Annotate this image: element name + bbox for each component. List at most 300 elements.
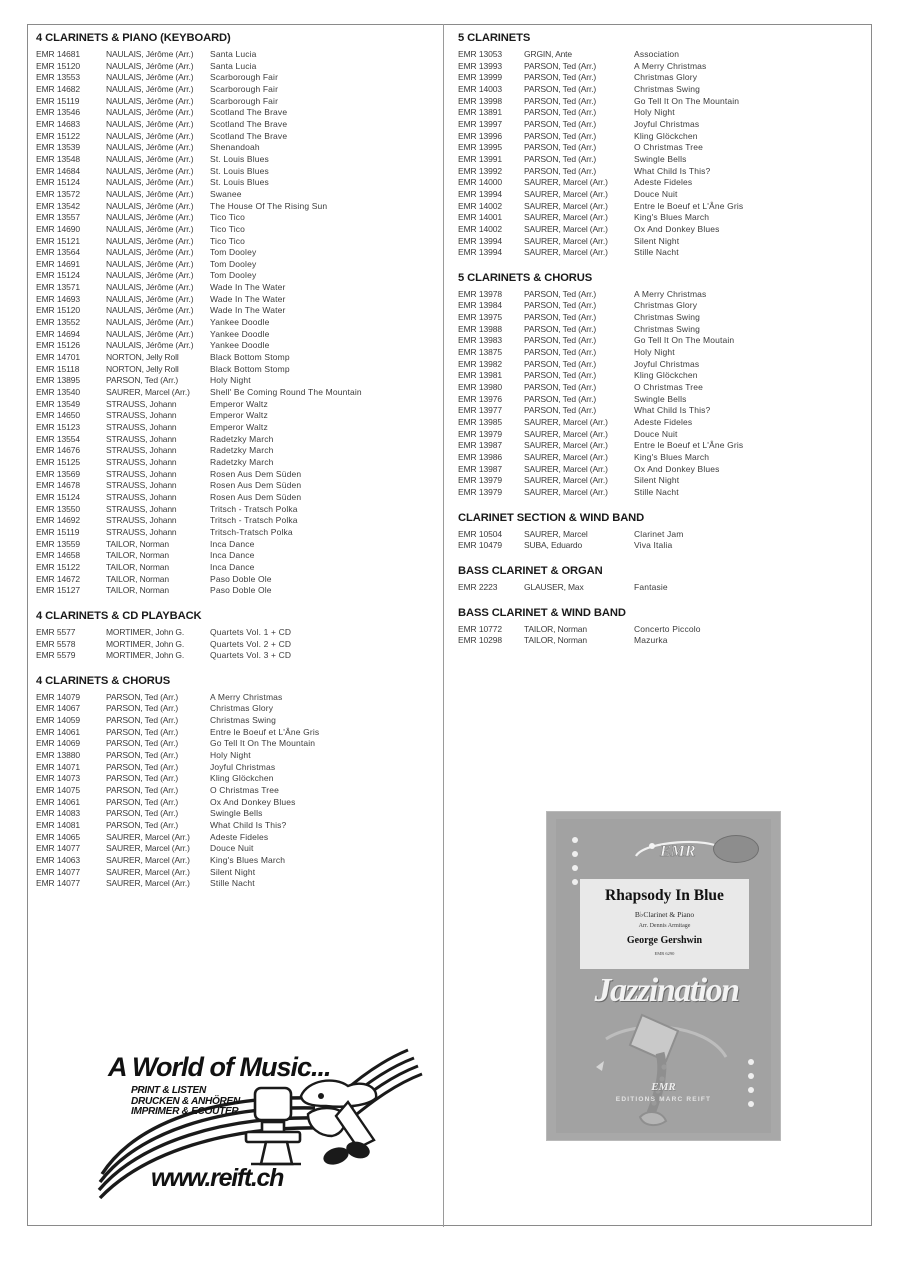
entry-title: Black Bottom Stomp — [210, 363, 290, 374]
catalog-entry-row — [458, 529, 862, 541]
entry-composer: SAURER, Marcel (Arr.) — [524, 235, 608, 246]
entry-reference: EMR 14077 — [36, 843, 80, 854]
entry-composer: SAURER, Marcel (Arr.) — [524, 463, 608, 474]
entry-title: Go Tell It On The Mountain — [634, 95, 740, 106]
catalog-entry-row — [36, 867, 433, 879]
catalog-entry-row — [36, 107, 433, 119]
entry-composer: NAULAIS, Jérôme (Arr.) — [106, 305, 194, 316]
entry-reference: EMR 15126 — [36, 340, 80, 351]
entry-composer: NAULAIS, Jérôme (Arr.) — [106, 165, 194, 176]
entry-title: Mazurka — [634, 635, 668, 646]
entry-reference: EMR 14001 — [458, 212, 502, 223]
catalog-entry-row — [36, 259, 433, 271]
entry-title: King's Blues March — [634, 212, 710, 223]
entry-reference: EMR 15123 — [36, 422, 80, 432]
catalog-entry-row — [458, 440, 862, 452]
entry-reference: EMR 13977 — [458, 405, 502, 416]
logo-headline: A World of Music... — [108, 1052, 331, 1082]
website-url: www.reift.ch — [151, 1164, 284, 1192]
entry-reference: EMR 10479 — [458, 540, 502, 551]
entry-composer: SAURER, Marcel — [524, 528, 588, 539]
entry-title: Fantasie — [634, 581, 668, 592]
catalog-entry-row — [36, 527, 433, 539]
entry-title: Swanee — [210, 188, 242, 199]
catalog-entry-row — [36, 727, 433, 739]
entry-reference: EMR 13988 — [458, 323, 502, 334]
entry-title: Holy Night — [634, 347, 675, 358]
cover-emr-wordmark: EMR — [651, 1081, 676, 1093]
entry-title: Quartets Vol. 3 + CD — [210, 650, 292, 661]
entry-composer: STRAUSS, Johann — [106, 410, 177, 421]
entry-title: Paso Doble Ole — [210, 585, 272, 596]
entry-composer: SAURER, Marcel (Arr.) — [106, 866, 190, 877]
entry-reference: EMR 14694 — [36, 328, 80, 339]
catalog-entry-row — [458, 224, 862, 236]
catalog-entry-row — [458, 300, 862, 312]
catalog-entry-row — [458, 394, 862, 406]
entry-composer: NAULAIS, Jérôme (Arr.) — [106, 340, 194, 351]
svg-text:EMR: EMR — [660, 843, 696, 860]
entry-title: Go Tell It On The Moutain — [634, 335, 735, 346]
catalog-entry-row — [458, 417, 862, 429]
entry-title: Christmas Swing — [634, 312, 701, 323]
entry-composer: PARSON, Ted (Arr.) — [524, 72, 597, 83]
catalog-entry-row — [36, 434, 433, 446]
catalog-entry-row — [36, 375, 433, 387]
entry-title: Joyful Christmas — [634, 118, 700, 129]
entry-reference: EMR 14067 — [36, 703, 80, 714]
catalog-entry-row — [36, 785, 433, 797]
entry-reference: EMR 15124 — [36, 491, 80, 502]
entry-reference: EMR 14002 — [458, 223, 502, 234]
catalog-entry-row — [36, 515, 433, 527]
entry-reference: EMR 13548 — [36, 153, 80, 164]
entry-composer: PARSON, Ted (Arr.) — [524, 95, 597, 106]
entry-composer: PARSON, Ted (Arr.) — [106, 808, 179, 819]
entry-composer: NAULAIS, Jérôme (Arr.) — [106, 282, 194, 293]
catalog-section — [36, 610, 433, 662]
entry-title: Douce Nuit — [634, 188, 678, 199]
entry-reference: EMR 10298 — [458, 635, 502, 646]
catalog-entry-row — [458, 312, 862, 324]
catalog-entry-row — [458, 624, 862, 636]
entry-reference: EMR 13997 — [458, 118, 502, 129]
entry-composer: NAULAIS, Jérôme (Arr.) — [106, 107, 194, 118]
entry-reference: EMR 14690 — [36, 223, 80, 234]
entry-title: Emperor Waltz — [210, 410, 268, 421]
entry-title: St. Louis Blues — [210, 153, 269, 164]
entry-reference: EMR 5578 — [36, 638, 76, 649]
entry-reference: EMR 13550 — [36, 503, 80, 514]
entry-reference: EMR 13540 — [36, 387, 80, 398]
catalog-entry-row — [36, 270, 433, 282]
entry-title: Shenandoah — [210, 142, 260, 153]
cover-publisher-block — [616, 1081, 711, 1103]
entry-composer: NAULAIS, Jérôme (Arr.) — [106, 95, 194, 106]
catalog-entry-row — [36, 878, 433, 890]
entry-reference: EMR 15119 — [36, 95, 80, 106]
entry-composer: PARSON, Ted (Arr.) — [524, 335, 597, 346]
cover-instrumentation: B♭Clarinet & Piano — [634, 910, 695, 919]
entry-reference: EMR 13880 — [36, 750, 80, 761]
entry-composer: PARSON, Ted (Arr.) — [106, 715, 179, 726]
entry-composer: PARSON, Ted (Arr.) — [106, 785, 179, 796]
entry-title: Ox And Donkey Blues — [634, 463, 720, 474]
catalog-entry-row — [36, 177, 433, 189]
entry-composer: MORTIMER, John G. — [106, 650, 185, 661]
entry-title: Wade In The Water — [210, 293, 286, 304]
entry-composer: NAULAIS, Jérôme (Arr.) — [106, 153, 194, 164]
entry-title: Scotland The Brave — [210, 130, 288, 141]
entry-reference: EMR 13976 — [458, 393, 502, 404]
entry-title: Rosen Aus Dem Süden — [210, 491, 302, 502]
entry-composer: PARSON, Ted (Arr.) — [106, 750, 179, 761]
entry-composer: SAURER, Marcel (Arr.) — [524, 223, 608, 234]
entry-reference: EMR 13980 — [458, 382, 502, 393]
entry-title: A Merry Christmas — [634, 60, 707, 71]
section-heading: 5 CLARINETS & CHORUS — [458, 271, 593, 284]
cover-inner-panel — [556, 819, 771, 1133]
entry-title: Emperor Waltz — [210, 422, 268, 432]
entry-title: Emperor Waltz — [210, 398, 268, 409]
entry-title: Scarborough Fair — [210, 95, 279, 106]
entry-title: Holy Night — [210, 375, 251, 386]
entry-reference: EMR 13998 — [458, 95, 502, 106]
entry-composer: PARSON, Ted (Arr.) — [524, 107, 597, 118]
catalog-section — [458, 607, 862, 647]
catalog-entry-row — [458, 49, 862, 61]
entry-title: A Merry Christmas — [210, 691, 283, 702]
entry-composer: TAILOR, Norman — [106, 573, 169, 584]
entry-title: Christmas Glory — [634, 72, 698, 83]
catalog-entry-row — [36, 692, 433, 704]
entry-composer: SAURER, Marcel (Arr.) — [524, 200, 608, 211]
catalog-entry-row — [36, 201, 433, 213]
entry-reference: EMR 14684 — [36, 165, 80, 176]
entry-reference: EMR 13992 — [458, 165, 502, 176]
entry-composer: PARSON, Ted (Arr.) — [524, 358, 597, 369]
entry-composer: SAURER, Marcel (Arr.) — [524, 428, 608, 439]
entry-reference: EMR 14002 — [458, 200, 502, 211]
catalog-entry-row — [36, 639, 433, 651]
entry-title: Clarinet Jam — [634, 528, 684, 539]
entry-composer: PARSON, Ted (Arr.) — [524, 370, 597, 381]
entry-composer: NAULAIS, Jérôme (Arr.) — [106, 72, 194, 83]
entry-title: What Child Is This? — [634, 405, 711, 416]
entry-title: Inca Dance — [210, 550, 255, 561]
section-heading: 5 CLARINETS — [458, 32, 531, 44]
entry-composer: PARSON, Ted (Arr.) — [106, 761, 179, 772]
entry-composer: NAULAIS, Jérôme (Arr.) — [106, 212, 194, 223]
catalog-entry-row — [36, 820, 433, 832]
catalog-entry-row — [36, 224, 433, 236]
entry-title: Wade In The Water — [210, 282, 286, 293]
entry-title: Christmas Swing — [634, 323, 701, 334]
catalog-entry-row — [458, 635, 862, 647]
entry-reference: EMR 13982 — [458, 358, 502, 369]
entry-composer: NAULAIS, Jérôme (Arr.) — [106, 118, 194, 129]
catalog-entry-row — [36, 715, 433, 727]
section-heading: BASS CLARINET & ORGAN — [458, 564, 603, 577]
catalog-entry-row — [36, 650, 433, 662]
catalog-entry-row — [458, 236, 862, 248]
entry-reference: EMR 13985 — [458, 417, 502, 428]
entry-composer: PARSON, Ted (Arr.) — [106, 703, 179, 714]
catalog-entry-row — [36, 773, 433, 785]
catalog-entry-row — [36, 808, 433, 820]
catalog-entry-row — [458, 382, 862, 394]
entry-composer: NAULAIS, Jérôme (Arr.) — [106, 247, 194, 258]
entry-reference: EMR 14676 — [36, 445, 80, 456]
catalog-entry-row — [36, 282, 433, 294]
catalog-entry-row — [458, 370, 862, 382]
catalog-entry-row — [36, 843, 433, 855]
entry-reference: EMR 15120 — [36, 305, 80, 316]
catalog-entry-row — [36, 247, 433, 259]
entry-reference: EMR 15118 — [36, 363, 80, 374]
catalog-entry-row — [458, 154, 862, 166]
entry-reference: EMR 14071 — [36, 761, 80, 772]
cover-dots-top-left — [572, 837, 579, 893]
entry-title: Shell' Be Coming Round The Mountain — [210, 387, 362, 398]
catalog-section — [458, 565, 862, 594]
catalog-entry-row — [36, 317, 433, 329]
catalog-entry-row — [36, 212, 433, 224]
entry-composer: SAURER, Marcel (Arr.) — [524, 247, 608, 258]
entry-title: Ox And Donkey Blues — [634, 223, 720, 234]
entry-composer: STRAUSS, Johann — [106, 480, 177, 491]
entry-composer: NAULAIS, Jérôme (Arr.) — [106, 317, 194, 328]
entry-title: Christmas Swing — [210, 715, 277, 726]
entry-title: Christmas Glory — [210, 703, 274, 714]
entry-reference: EMR 13895 — [36, 375, 80, 386]
entry-title: Association — [634, 49, 680, 59]
entry-title: Silent Night — [634, 475, 680, 486]
entry-composer: STRAUSS, Johann — [106, 526, 177, 537]
entry-reference: EMR 13979 — [458, 475, 502, 486]
entry-title: Tico Tico — [210, 223, 246, 234]
entry-title: Entre le Boeuf et L'Âne Gris — [210, 726, 320, 737]
entry-composer: STRAUSS, Johann — [106, 468, 177, 479]
entry-composer: MORTIMER, John G. — [106, 626, 185, 637]
entry-reference: EMR 13983 — [458, 335, 502, 346]
entry-reference: EMR 15124 — [36, 177, 80, 188]
entry-composer: NAULAIS, Jérôme (Arr.) — [106, 130, 194, 141]
entry-reference: EMR 13552 — [36, 317, 80, 328]
entry-composer: STRAUSS, Johann — [106, 515, 177, 526]
entry-title: Black Bottom Stomp — [210, 352, 290, 363]
entry-title: Entre le Boeuf et L'Âne Gris — [634, 200, 744, 211]
entry-reference: EMR 13987 — [458, 440, 502, 451]
catalog-entry-row — [458, 96, 862, 108]
entry-title: Holy Night — [634, 107, 675, 118]
entry-title: Swingle Bells — [210, 808, 263, 819]
entry-title: Tom Dooley — [210, 247, 257, 258]
entry-composer: NAULAIS, Jérôme (Arr.) — [106, 177, 194, 188]
entry-reference: EMR 13981 — [458, 370, 502, 381]
entry-title: Douce Nuit — [634, 428, 678, 439]
entry-reference: EMR 14077 — [36, 866, 80, 877]
entry-reference: EMR 15122 — [36, 561, 80, 572]
entry-composer: SAURER, Marcel (Arr.) — [524, 440, 608, 451]
entry-title: Ox And Donkey Blues — [210, 796, 296, 807]
catalog-entry-row — [36, 422, 433, 434]
catalog-entry-row — [36, 457, 433, 469]
catalog-entry-row — [458, 189, 862, 201]
entry-title: Swingle Bells — [634, 393, 687, 404]
entry-composer: PARSON, Ted (Arr.) — [524, 142, 597, 153]
entry-title: O Christmas Tree — [634, 382, 703, 393]
entry-title: Adeste Fideles — [634, 177, 693, 188]
catalog-section — [458, 512, 862, 552]
entry-reference: EMR 14061 — [36, 726, 80, 737]
cover-title-block — [580, 879, 749, 969]
entry-reference: EMR 10504 — [458, 528, 502, 539]
entry-title: Concerto Piccolo — [634, 623, 701, 634]
entry-composer: PARSON, Ted (Arr.) — [106, 773, 179, 784]
entry-title: Adeste Fideles — [210, 831, 269, 842]
catalog-entry-row — [36, 119, 433, 131]
entry-composer: PARSON, Ted (Arr.) — [106, 738, 179, 749]
entry-composer: PARSON, Ted (Arr.) — [524, 312, 597, 323]
entry-composer: GRGIN, Ante — [524, 49, 572, 59]
entry-reference: EMR 13554 — [36, 433, 80, 444]
entry-title: Rosen Aus Dem Süden — [210, 468, 302, 479]
entry-reference: EMR 13984 — [458, 300, 502, 311]
catalog-entry-row — [36, 738, 433, 750]
catalog-entry-row — [36, 352, 433, 364]
entry-composer: STRAUSS, Johann — [106, 503, 177, 514]
catalog-entry-row — [36, 410, 433, 422]
entry-composer: STRAUSS, Johann — [106, 491, 177, 502]
entry-reference: EMR 13572 — [36, 188, 80, 199]
entry-title: Go Tell It On The Mountain — [210, 738, 316, 749]
entry-reference: EMR 14079 — [36, 691, 80, 702]
entry-reference: EMR 13996 — [458, 130, 502, 141]
catalog-entry-row — [458, 72, 862, 84]
entry-reference: EMR 14683 — [36, 118, 80, 129]
cover-catalogue-number: EMR 6290 — [654, 951, 675, 956]
catalog-entry-row — [36, 469, 433, 481]
entry-composer: SAURER, Marcel (Arr.) — [524, 417, 608, 428]
entry-composer: PARSON, Ted (Arr.) — [524, 165, 597, 176]
emr-logo-icon — [634, 837, 724, 863]
entry-title: Rosen Aus Dem Süden — [210, 480, 302, 491]
entry-composer: PARSON, Ted (Arr.) — [524, 382, 597, 393]
entry-reference: EMR 13539 — [36, 142, 80, 153]
cover-publisher-name: EDITIONS MARC REIFT — [615, 1096, 712, 1103]
entry-reference: EMR 13571 — [36, 282, 80, 293]
catalog-entry-row — [36, 364, 433, 376]
entry-composer: PARSON, Ted (Arr.) — [106, 726, 179, 737]
entry-composer: TAILOR, Norman — [524, 623, 587, 634]
entry-title: King's Blues March — [634, 452, 710, 462]
catalog-entry-row — [458, 475, 862, 487]
entry-composer: PARSON, Ted (Arr.) — [524, 323, 597, 334]
catalog-entry-row — [36, 539, 433, 551]
entry-composer: TAILOR, Norman — [106, 550, 169, 561]
entry-reference: EMR 14692 — [36, 515, 80, 526]
entry-composer: NAULAIS, Jérôme (Arr.) — [106, 328, 194, 339]
entry-reference: EMR 15125 — [36, 456, 80, 467]
entry-reference: EMR 14682 — [36, 83, 80, 94]
catalog-entry-row — [36, 131, 433, 143]
entry-reference: EMR 13549 — [36, 398, 80, 409]
entry-reference: EMR 5577 — [36, 626, 76, 637]
entry-composer: TAILOR, Norman — [106, 585, 169, 596]
entry-composer: NORTON, Jelly Roll — [106, 352, 179, 363]
entry-title: Scarborough Fair — [210, 72, 279, 83]
entry-composer: TAILOR, Norman — [106, 538, 169, 549]
entry-title: St. Louis Blues — [210, 177, 269, 188]
catalog-section — [36, 675, 433, 890]
catalog-entry-row — [36, 585, 433, 597]
entry-reference: EMR 14678 — [36, 480, 80, 491]
entry-composer: PARSON, Ted (Arr.) — [524, 83, 597, 94]
entry-composer: NAULAIS, Jérôme (Arr.) — [106, 235, 194, 246]
catalog-entry-row — [458, 289, 862, 301]
catalog-entry-row — [36, 236, 433, 248]
catalog-entry-row — [36, 189, 433, 201]
entry-composer: NAULAIS, Jérôme (Arr.) — [106, 200, 194, 211]
catalog-entry-row — [458, 359, 862, 371]
entry-reference: EMR 13995 — [458, 142, 502, 153]
entry-reference: EMR 14658 — [36, 550, 80, 561]
entry-composer: NAULAIS, Jérôme (Arr.) — [106, 293, 194, 304]
entry-reference: EMR 14693 — [36, 293, 80, 304]
catalog-entry-row — [36, 166, 433, 178]
entry-title: Radetzky March — [210, 433, 274, 444]
catalog-section — [458, 272, 862, 499]
entry-title: Tritsch - Tratsch Polka — [210, 503, 298, 514]
entry-title: Douce Nuit — [210, 843, 254, 854]
catalog-entry-row — [458, 212, 862, 224]
entry-title: O Christmas Tree — [210, 785, 279, 796]
entry-composer: NAULAIS, Jérôme (Arr.) — [106, 258, 194, 269]
entry-reference: EMR 13542 — [36, 200, 80, 211]
entry-composer: NAULAIS, Jérôme (Arr.) — [106, 188, 194, 199]
entry-title: Kling Glöckchen — [634, 370, 698, 381]
entry-reference: EMR 13875 — [458, 347, 502, 358]
entry-composer: SAURER, Marcel (Arr.) — [106, 831, 190, 842]
catalog-entry-row — [458, 582, 862, 594]
entry-title: Viva Italia — [634, 540, 673, 551]
entry-title: Stille Nacht — [634, 486, 679, 497]
entry-composer: PARSON, Ted (Arr.) — [524, 130, 597, 141]
entry-composer: PARSON, Ted (Arr.) — [524, 153, 597, 164]
entry-composer: MORTIMER, John G. — [106, 638, 185, 649]
cover-arranger: Arr. Dennis Armitage — [638, 923, 691, 929]
entry-composer: STRAUSS, Johann — [106, 422, 177, 432]
entry-title: Quartets Vol. 2 + CD — [210, 638, 292, 649]
catalog-entry-row — [458, 177, 862, 189]
entry-title: Paso Doble Ole — [210, 573, 272, 584]
entry-title: Yankee Doodle — [210, 340, 270, 351]
catalog-column-right — [444, 24, 872, 647]
entry-composer: PARSON, Ted (Arr.) — [524, 60, 597, 71]
entry-reference: EMR 13991 — [458, 153, 502, 164]
entry-composer: TAILOR, Norman — [524, 635, 587, 646]
catalog-entry-row — [458, 107, 862, 119]
catalog-entry-row — [36, 855, 433, 867]
catalog-entry-row — [36, 574, 433, 586]
entry-reference: EMR 13978 — [458, 288, 502, 299]
entry-composer: NAULAIS, Jérôme (Arr.) — [106, 270, 194, 281]
cover-dots-bottom-right — [748, 1059, 755, 1115]
entry-reference: EMR 15121 — [36, 235, 80, 246]
catalog-entry-row — [458, 452, 862, 464]
entry-reference: EMR 5579 — [36, 650, 76, 661]
